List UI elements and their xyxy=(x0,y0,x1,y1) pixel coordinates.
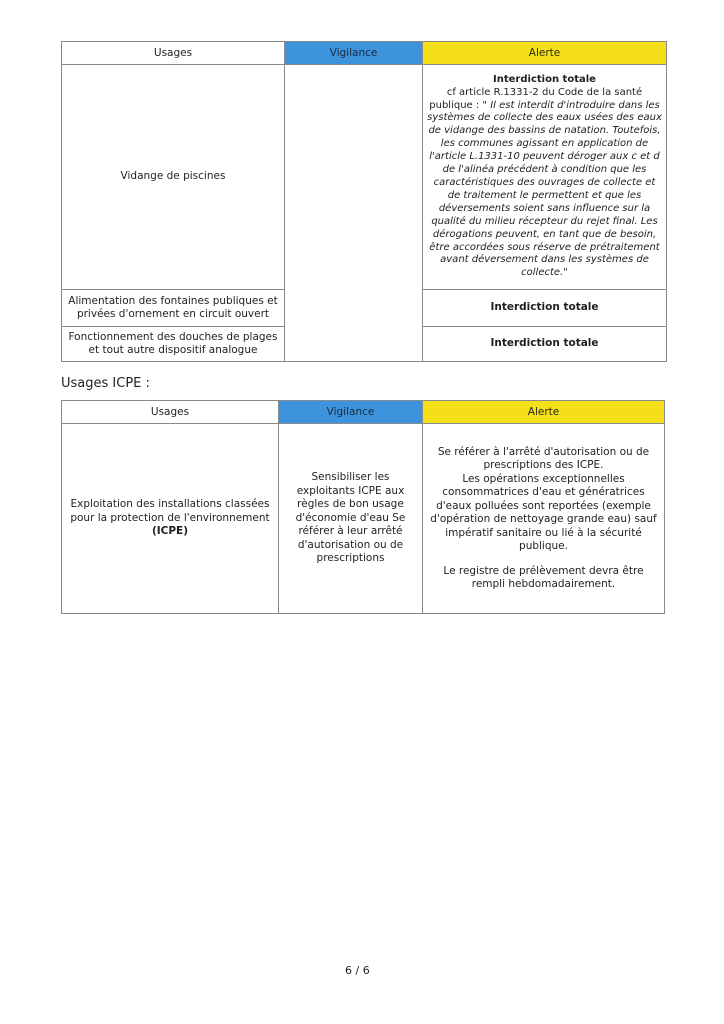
alerte-quote: Il est interdit d'introduire dans les systèmes de collecte des eaux usées des eaux de vidange des bassins de natation. Toutefois, les communes agissant en application de l'article L.1331-10 peuvent déroger aux c et d de l'alinéa précédent à condition que les caractéristiques des ouvrages de collecte et de traitement le permettent et que les déversements soient sans influence sur la qualité du milieu récepteur du rejet final. Les dérogations peuvent, en tant que de besoin, être accordées sous réserve de prétraitement avant déversement dans les systèmes de collecte." xyxy=(427,99,662,279)
table-row xyxy=(62,65,667,290)
table-header-row xyxy=(62,401,665,424)
icpe-table xyxy=(61,400,665,614)
alerte-cell xyxy=(423,424,665,614)
column-header-alerte: Alerte xyxy=(423,401,665,424)
alerte-cell xyxy=(423,65,667,290)
alerte-reference: cf article R.1331-2 du Code de la santé publique : " xyxy=(429,86,643,111)
page-number: 6 / 6 xyxy=(345,964,370,977)
usage-acronym: (ICPE) xyxy=(151,525,189,538)
alerte-cell: Interdiction totale xyxy=(423,327,667,362)
column-header-alerte: Alerte xyxy=(423,42,667,65)
column-header-usages: Usages xyxy=(62,42,285,65)
alerte-paragraph-1: Se référer à l'arrêté d'autorisation ou de prescriptions des ICPE. xyxy=(437,445,650,471)
alerte-cell: Interdiction totale xyxy=(423,290,667,327)
vigilance-cell: Sensibiliser les exploitants ICPE aux règles de bon usage d'économie d'eau Se référer à leur arrêté d'autorisation ou de prescriptions xyxy=(279,424,423,614)
section-heading: Usages ICPE : xyxy=(61,376,150,391)
column-header-vigilance: Vigilance xyxy=(279,401,423,424)
usage-cell xyxy=(62,424,279,614)
usage-cell: Alimentation des fontaines publiques et privées d'ornement en circuit ouvert xyxy=(62,290,285,327)
column-header-usages: Usages xyxy=(62,401,279,424)
column-header-vigilance: Vigilance xyxy=(285,42,423,65)
alerte-title: Interdiction totale xyxy=(493,73,596,85)
table-row xyxy=(62,424,665,614)
usage-cell: Fonctionnement des douches de plages et tout autre dispositif analogue xyxy=(62,327,285,362)
paragraph-spacer xyxy=(427,554,660,565)
restrictions-table xyxy=(61,41,667,362)
usage-cell: Vidange de piscines xyxy=(62,65,285,290)
alerte-paragraph-3: Le registre de prélèvement devra être rempli hebdomadairement. xyxy=(443,564,644,590)
usage-text: Exploitation des installations classées pour la protection de l'environnement xyxy=(70,498,270,524)
table-header-row xyxy=(62,42,667,65)
vigilance-cell-empty xyxy=(285,65,423,362)
alerte-paragraph-2: Les opérations exceptionnelles consommatrices d'eau et génératrices d'eaux polluées sont reportées (exemple d'opération de nettoyage grande eau) sauf impératif sanitaire ou lié à la sécurité publique. xyxy=(430,472,657,552)
